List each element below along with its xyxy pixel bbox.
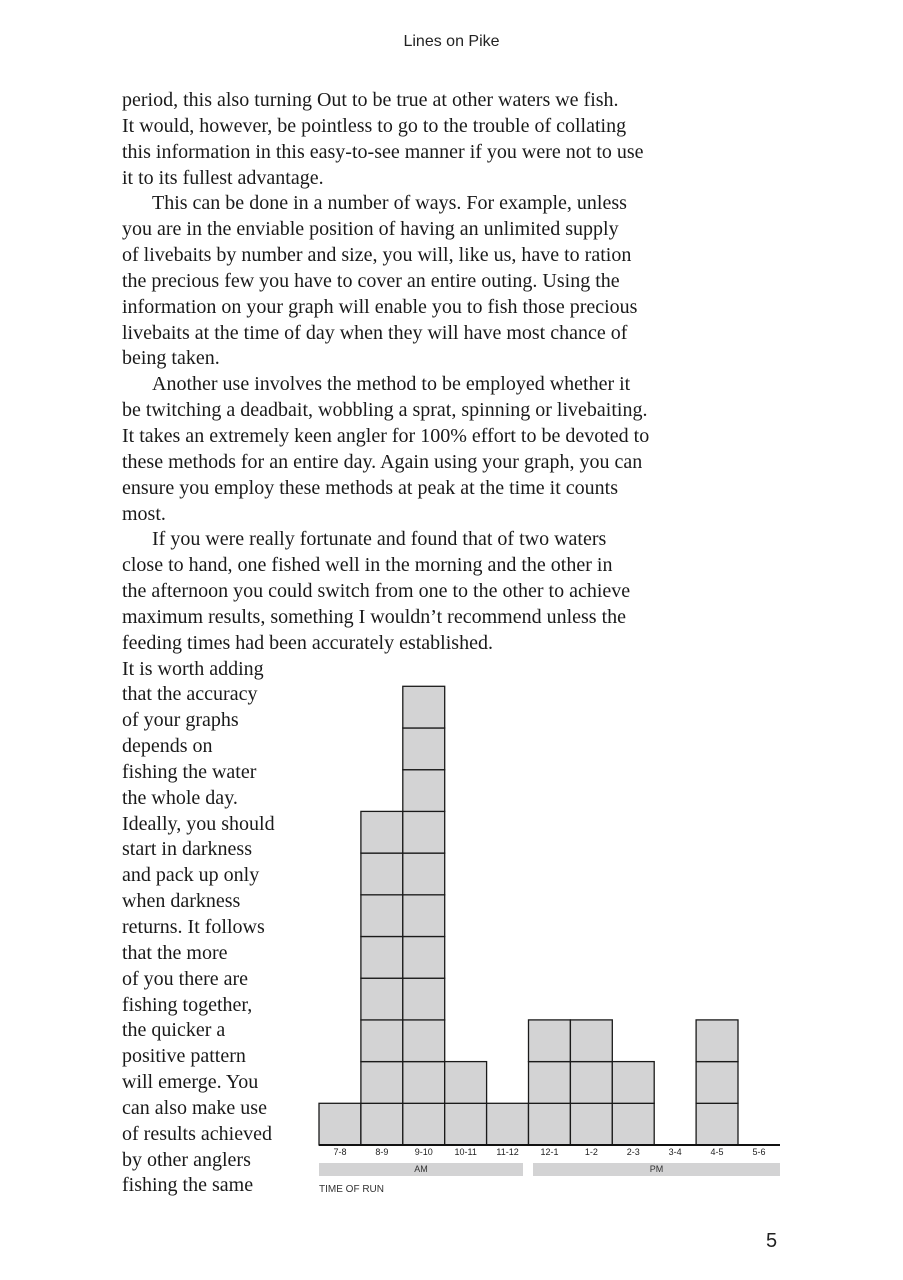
text-line: maximum results, something I wouldn’t recommend unless the	[122, 605, 627, 628]
x-tick-label: 10-11	[454, 1147, 477, 1157]
text-line: of your graphs	[122, 709, 239, 732]
bar-cell-8-9	[361, 1062, 403, 1104]
bar-cell-1-2	[570, 1062, 612, 1104]
text-line: It would, however, be pointless to go to the trouble of collating	[122, 114, 627, 137]
text-line: fishing together,	[122, 993, 253, 1016]
bar-cell-10-11	[445, 1103, 487, 1145]
text-line: you are in the enviable position of having an unlimited supply	[122, 218, 619, 241]
text-line: Another use involves the method to be employed whether it	[152, 373, 631, 396]
group-label: AM	[414, 1164, 428, 1174]
bar-cell-4-5	[696, 1062, 738, 1104]
bar-cell-10-11	[445, 1062, 487, 1104]
bar-cell-9-10	[403, 937, 445, 979]
bar-cell-1-2	[570, 1020, 612, 1062]
bar-cell-8-9	[361, 978, 403, 1020]
text-line: of results achieved	[122, 1122, 272, 1145]
text-line: will emerge. You	[122, 1071, 259, 1094]
bar-cell-8-9	[361, 811, 403, 853]
bar-cell-9-10	[403, 978, 445, 1020]
text-line: that the accuracy	[122, 683, 258, 706]
bar-cell-8-9	[361, 1020, 403, 1062]
text-line: fishing the same	[122, 1174, 254, 1197]
bar-cell-4-5	[696, 1020, 738, 1062]
running-header: Lines on Pike	[403, 33, 500, 50]
x-tick-label: 5-6	[752, 1147, 766, 1157]
text-line: of you there are	[122, 967, 249, 990]
text-line: If you were really fortunate and found that of two waters	[152, 528, 607, 551]
group-label: PM	[649, 1164, 664, 1174]
bar-cell-8-9	[361, 1103, 403, 1145]
x-tick-label: 11-12	[496, 1147, 519, 1157]
text-line: it to its fullest advantage.	[122, 166, 324, 189]
bar-cell-9-10	[403, 1062, 445, 1104]
bar-cell-9-10	[403, 895, 445, 937]
text-line: this information in this easy-to-see manner if you were not to use	[122, 140, 644, 163]
bar-cell-9-10	[403, 728, 445, 770]
text-line: the whole day.	[122, 786, 238, 809]
x-tick-label: 3-4	[668, 1147, 682, 1157]
text-line: and pack up only	[122, 864, 260, 887]
bar-cell-4-5	[696, 1103, 738, 1145]
text-line: Ideally, you should	[122, 812, 275, 835]
text-line: depends on	[122, 735, 213, 758]
text-line: when darkness	[122, 890, 241, 913]
text-line: feeding times had been accurately established.	[122, 631, 493, 654]
x-tick-label: 4-5	[710, 1147, 724, 1157]
bar-cell-9-10	[403, 1020, 445, 1062]
bar-cell-2-3	[612, 1062, 654, 1104]
x-tick-label: 7-8	[333, 1147, 347, 1157]
bar-cell-12-1	[529, 1062, 571, 1104]
bar-cell-12-1	[529, 1020, 571, 1062]
text-line: the precious few you have to cover an entire outing. Using the	[122, 269, 620, 292]
bar-cell-9-10	[403, 770, 445, 812]
bar-cell-9-10	[403, 1103, 445, 1145]
bar-cell-9-10	[403, 686, 445, 728]
bar-cell-9-10	[403, 811, 445, 853]
bar-cell-8-9	[361, 895, 403, 937]
text-line: close to hand, one fished well in the morning and the other in	[122, 554, 613, 577]
text-line: by other anglers	[122, 1148, 251, 1171]
text-line: be twitching a deadbait, wobbling a sprat, spinning or livebaiting.	[122, 399, 648, 422]
text-line: positive pattern	[122, 1045, 246, 1068]
x-tick-label: 1-2	[584, 1147, 598, 1157]
text-line: livebaits at the time of day when they will have most chance of	[122, 321, 628, 344]
x-tick-label: 8-9	[375, 1147, 389, 1157]
text-line: information on your graph will enable you to fish those precious	[122, 295, 638, 318]
text-line: most.	[122, 502, 166, 525]
x-axis-title: TIME OF RUN	[319, 1184, 384, 1195]
bar-cell-1-2	[570, 1103, 612, 1145]
bar-cell-11-12	[487, 1103, 529, 1145]
page-number: 5	[766, 1230, 778, 1252]
text-line: fishing the water	[122, 760, 257, 783]
x-tick-label: 2-3	[626, 1147, 640, 1157]
text-line: the afternoon you could switch from one to the other to achieve	[122, 580, 631, 603]
bar-cell-2-3	[612, 1103, 654, 1145]
text-line: of livebaits by number and size, you will, like us, have to ration	[122, 244, 632, 267]
bar-cell-7-8	[319, 1103, 361, 1145]
bar-cell-8-9	[361, 853, 403, 895]
text-line: the quicker a	[122, 1019, 226, 1042]
text-line: that the more	[122, 941, 228, 964]
text-line: ensure you employ these methods at peak at the time it counts	[122, 476, 618, 499]
text-line: It is worth adding	[122, 657, 264, 680]
text-line: This can be done in a number of ways. For example, unless	[152, 192, 627, 215]
text-line: being taken.	[122, 347, 220, 370]
bar-cell-9-10	[403, 853, 445, 895]
bar-cell-12-1	[529, 1103, 571, 1145]
text-line: period, this also turning Out to be true at other waters we fish.	[122, 89, 619, 111]
x-tick-label: 12-1	[540, 1147, 559, 1157]
text-line: start in darkness	[122, 838, 252, 861]
text-line: returns. It follows	[122, 916, 265, 938]
text-line: can also make use	[122, 1096, 267, 1119]
bar-cell-8-9	[361, 937, 403, 979]
x-tick-label: 9-10	[414, 1147, 433, 1157]
text-line: It takes an extremely keen angler for 100% effort to be devoted to	[122, 424, 650, 447]
text-line: these methods for an entire day. Again using your graph, you can	[122, 450, 643, 473]
